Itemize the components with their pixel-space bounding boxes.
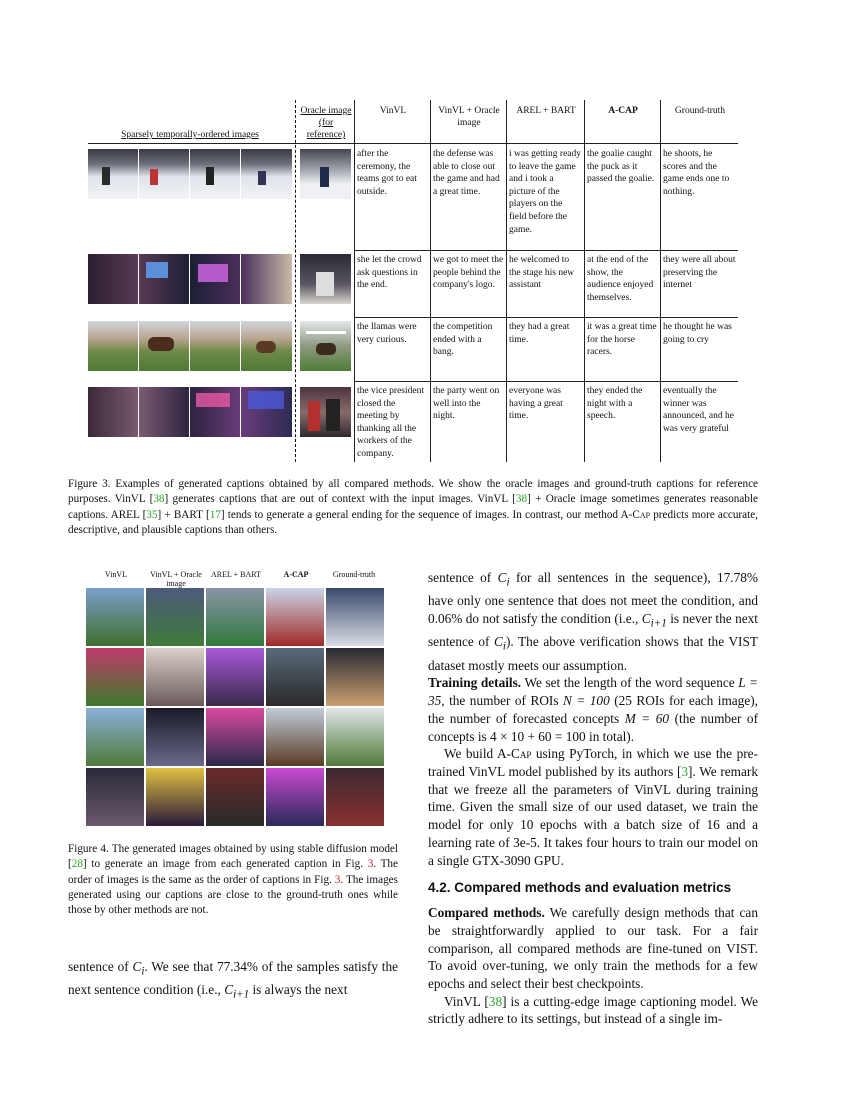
ref-link[interactable]: 17 — [209, 508, 221, 521]
paragraph-compared-methods: Compared methods. We carefully design methods that can be straightforwardly applied to our task. For a fair comparison, all compared methods are fine-tuned on VIST. To avoid over-tuning, we only train the methods for a few epochs and select their best checkpoints. — [428, 905, 758, 992]
fig3-r1-vinvl: after the ceremony, the teams got to eat outside. — [357, 149, 417, 197]
paragraph-implementation: We build A-Cap using PyTorch, in which we use the pre-trained VinVL model published by its authors [3]. We remark that we freeze all the parameters of VinVL during training time. Given the small size of our used dataset, we train the model for only 10 epochs with a batch size of 16 and a learning rate of 3e-5. It takes four hours to train our model on a single GTX-3090 GPU. — [428, 746, 758, 868]
fig3-r3-acap: it was a great time for the horse racers. — [587, 322, 657, 358]
fig3-r4-vinvl-oracle: the party went on well into the night. — [433, 386, 500, 422]
fig3-header-rule — [88, 143, 738, 144]
fig4-generated-image — [206, 768, 264, 826]
paragraph-vinvl: VinVL [38] is a cutting-edge image captioning model. We strictly adhere to its settings, but instead of a single im- — [428, 993, 758, 1027]
fig3-row-rule — [354, 381, 738, 382]
right-column — [428, 569, 758, 1028]
paragraph-assumption: sentence of $C_i$ for all sentences in the sequence), 17.78% have only one sentence that does not meet the condition, and 0.06% do not satisfy the condition (i.e., $C_{i+1}$ is never the next sentence of $C_i$). The above verification shows that the VIST dataset mostly meets our assumption. — [428, 570, 758, 673]
fig3-row3-oracle-image — [300, 321, 351, 371]
fig3-row2-oracle-image — [300, 254, 351, 304]
fig3-left-label: Sparsely temporally-ordered images — [121, 130, 259, 140]
fig3-row4-images — [88, 387, 292, 437]
fig3-row2-images — [88, 254, 292, 304]
ref-link[interactable]: 38 — [153, 493, 165, 506]
fig3-r3-vinvl-oracle: the competition ended with a bang. — [433, 322, 493, 358]
fig3-row-rule — [354, 317, 738, 318]
fig4-generated-image — [86, 648, 144, 706]
section-heading: 4.2. Compared methods and evaluation metrics — [428, 880, 732, 896]
fig3-row1-oracle-image — [300, 149, 351, 199]
fig3-r3-arel-bart: they had a great time. — [509, 322, 570, 345]
fig4-header-vinvl-oracle: VinVL + Oracle image — [150, 570, 202, 588]
fig4-generated-image — [146, 708, 204, 766]
fig3-r3-vinvl: the llamas were very curious. — [357, 322, 417, 345]
fig3-r2-vinvl-oracle: we got to meet the people behind the company's logo. — [433, 255, 504, 291]
fig4-generated-image — [266, 648, 324, 706]
fig4-image-grid — [86, 588, 382, 830]
fig3-r2-ground-truth: they were all about preserving the internet — [663, 255, 736, 291]
fig3-header-acap: A-CAP — [608, 106, 638, 116]
ref-link[interactable]: 3 — [681, 764, 689, 779]
ref-link[interactable]: 38 — [488, 993, 503, 1009]
ref-link[interactable]: 28 — [71, 858, 83, 871]
fig3-r4-vinvl: the vice president closed the meeting by thanking all the workers of the company. — [357, 386, 425, 459]
fig4-generated-image — [326, 768, 384, 826]
fig4-generated-image — [266, 588, 324, 646]
fig4-caption: Figure 4. The generated images obtained by using stable diffusion model [28] to generate an image from each generated caption in Fig. 3. The order of images is the same as the order of captions in Fig. 3. The images generated using our captions are close to the ground-truth ones while those by other methods are not. — [68, 843, 398, 917]
fig3-header-vinvl: VinVL — [379, 106, 407, 116]
fig3-r4-acap: they ended the night with a speech. — [587, 386, 643, 422]
ref-link[interactable]: 35 — [146, 508, 158, 521]
fig3-r1-vinvl-oracle: the defense was able to close out the game and had a great time. — [433, 149, 500, 197]
fig3-row1-images — [88, 149, 292, 199]
fig3-r4-ground-truth: eventually the winner was announced, and he was very grateful — [663, 386, 734, 434]
fig3-r3-ground-truth: he thought he was going to cry — [663, 322, 732, 345]
fig3-header-ground-truth: Ground-truth — [674, 106, 726, 116]
figure-link[interactable]: 3 — [334, 873, 341, 886]
fig3-caption: Figure 3. Examples of generated captions obtained by all compared methods. We show the oracle images and ground-truth captions for reference purposes. VinVL [38] generates captions that are out of context with the input images. VinVL [38] + Oracle image sometimes generates reasonable captions. AREL [35] + BART [17] tends to generate a general ending for the sequence of images. In contrast, our method A-Cap predicts more accurate, descriptive, and plausible captions than others. — [68, 478, 758, 536]
fig4-generated-image — [326, 588, 384, 646]
paragraph-training-details: Training details. We set the length of the word sequence L = 35, the number of ROIs N = 100 (25 ROIs for each image), the number of forecasted concepts M = 60 (the number of concepts is 4 × 10 + 60 = 100 in total). — [428, 675, 758, 744]
fig3-header-vinvl-oracle: VinVL + Oracle image — [438, 106, 500, 128]
fig4-generated-image — [206, 708, 264, 766]
fig3-r1-arel-bart: i was getting ready to leave the game and i took a picture of the players on the field before the game. — [509, 149, 582, 235]
fig3-r1-acap: the goalie caught the puck as it passed the goalie. — [587, 149, 655, 185]
fig3-r2-vinvl: she let the crowd ask questions in the end. — [357, 255, 422, 291]
fig3-r2-acap: at the end of the show, the audience enjoyed themselves. — [587, 255, 654, 303]
fig3-r1-ground-truth: he shoots, he scores and the game ends one to nothing. — [663, 149, 730, 197]
left-column-paragraph: sentence of $C_i$. We see that 77.34% of the samples satisfy the next sentence condition (i.e., $C_{i+1}$ is always the next — [68, 959, 399, 1002]
fig4-generated-image — [146, 648, 204, 706]
fig4-generated-image — [146, 768, 204, 826]
fig4-header-ground-truth: Ground-truth — [332, 570, 376, 579]
fig4-generated-image — [86, 588, 144, 646]
fig4-generated-image — [266, 768, 324, 826]
fig4-generated-image — [86, 708, 144, 766]
fig4-generated-image — [326, 648, 384, 706]
fig3-row4-oracle-image — [300, 387, 351, 437]
fig4-generated-image — [206, 588, 264, 646]
fig4-generated-image — [206, 648, 264, 706]
figure-link[interactable]: 3 — [367, 858, 374, 871]
fig4-generated-image — [86, 768, 144, 826]
fig4-generated-image — [266, 708, 324, 766]
fig3-dashed-divider — [295, 100, 296, 462]
ref-link[interactable]: 38 — [515, 493, 528, 506]
fig4-header-vinvl: VinVL — [104, 570, 128, 579]
fig4-header-acap: A-CAP — [283, 570, 309, 579]
fig3-header-arel-bart: AREL + BART — [516, 106, 576, 116]
fig4-generated-image — [326, 708, 384, 766]
fig3-r2-arel-bart: he welcomed to the stage his new assistant — [509, 255, 575, 291]
fig4-header-arel-bart: AREL + BART — [211, 570, 261, 579]
fig3-row3-images — [88, 321, 292, 371]
fig3-header-oracle: Oracle image (for reference) — [300, 106, 352, 140]
fig3-r4-arel-bart: everyone was having a great time. — [509, 386, 563, 422]
fig3-row-rule — [354, 250, 738, 251]
fig4-generated-image — [146, 588, 204, 646]
